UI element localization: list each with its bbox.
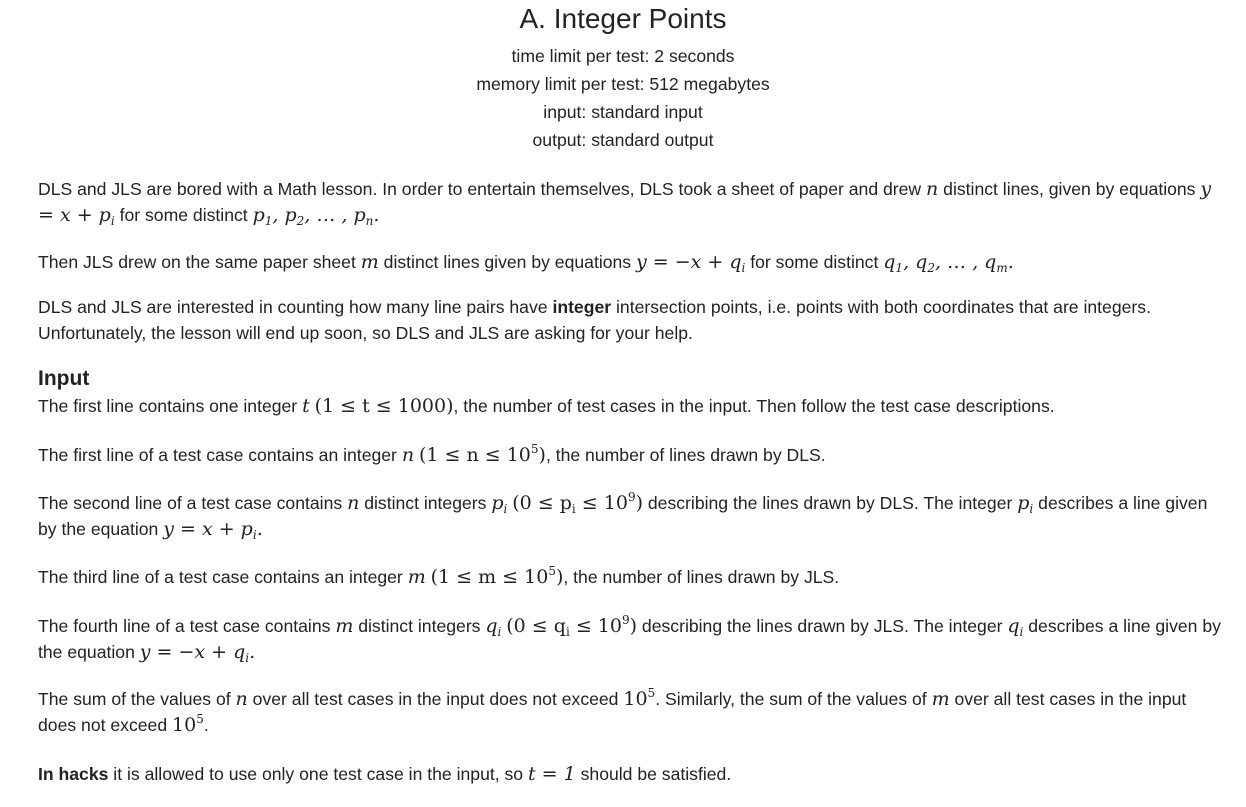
math-p-range: $(0 \le p_i \le 10^9)$ xyxy=(512,490,643,516)
text: distinct integers xyxy=(353,616,486,636)
text: distinct integers xyxy=(359,493,492,513)
math-p-i: $p_i$ xyxy=(1017,492,1034,516)
memory-limit: memory limit per test: 512 megabytes xyxy=(476,74,770,94)
text: . xyxy=(203,715,209,735)
statement-paragraph-1 xyxy=(38,176,1223,228)
time-limit: time limit per test: 2 seconds xyxy=(511,46,735,66)
text: describes a line given by the equation xyxy=(38,493,1208,539)
text: over all test cases in the input does not exceed xyxy=(247,689,624,709)
math-q-range: $(0 \le q_i \le 10^9)$ xyxy=(506,613,638,639)
text: The fourth line of a test case contains xyxy=(38,616,336,636)
input-line-4 xyxy=(38,564,1223,590)
math-m: m xyxy=(931,688,950,710)
math-t-eq-1: t = 1 xyxy=(527,763,576,785)
text: distinct lines given by equations xyxy=(378,252,636,272)
math-q-seq: $q_1$, $q_2$, … , $q_m$. xyxy=(883,251,1014,275)
problem-title: A. Integer Points xyxy=(519,3,727,34)
math-n: n xyxy=(401,444,415,466)
statement-paragraph-2 xyxy=(38,249,1223,275)
input-line-6 xyxy=(38,686,1223,738)
text: , the number of test cases in the input. Then follow the test case descriptions. xyxy=(453,396,1055,416)
math-n: n xyxy=(926,178,939,200)
math-eq-q: $y = -x + q_i$ xyxy=(636,251,746,275)
text: describing the lines drawn by JLS. The integer xyxy=(637,616,1008,636)
text: DLS and JLS are interested in counting how many line pairs have xyxy=(38,297,553,317)
math-ten-pow-5: $10^5$ xyxy=(172,712,204,736)
text: should be satisfied. xyxy=(575,764,732,784)
text: The sum of the values of xyxy=(38,689,236,709)
text: distinct lines, given by equations xyxy=(938,179,1201,199)
text: for some distinct xyxy=(114,205,253,225)
input-line-3 xyxy=(38,490,1223,542)
text: over all test cases in the input does not exceed xyxy=(38,689,1187,735)
input-spec: input: standard input xyxy=(543,102,703,122)
math-m: m xyxy=(360,251,379,273)
text: The first line contains one integer xyxy=(38,396,303,416)
math-n-range: $(1 \le n \le 10^5)$ xyxy=(418,442,546,466)
math-eq-q: $y = -x + q_i$. xyxy=(139,641,256,665)
math-t: t xyxy=(302,395,310,417)
math-ten-pow-5: $10^5$ xyxy=(623,686,656,710)
problem-header xyxy=(0,0,1246,154)
bold-integer: integer xyxy=(552,297,612,317)
input-line-5 xyxy=(38,613,1223,665)
math-q-i: $q_i$ xyxy=(485,615,502,639)
text: describing the lines drawn by DLS. The integer xyxy=(643,493,1018,513)
text: describes a line given by the equation xyxy=(38,616,1221,662)
bold-in-hacks: In hacks xyxy=(38,764,109,784)
text: Then JLS drew on the same paper sheet xyxy=(38,252,361,272)
math-m: m xyxy=(407,566,426,588)
math-n: n xyxy=(347,492,360,514)
input-line-2 xyxy=(38,442,1223,468)
math-p-i: $p_i$ xyxy=(491,492,508,516)
text: The second line of a test case contains xyxy=(38,493,348,513)
math-q-i: $q_i$ xyxy=(1007,615,1024,639)
text: , the number of lines drawn by JLS. xyxy=(563,567,840,587)
text: . Similarly, the sum of the values of xyxy=(655,689,932,709)
math-t-range: (1 ≤ t ≤ 1000) xyxy=(314,395,454,417)
text: The first line of a test case contains an integer xyxy=(38,445,402,465)
text: for some distinct xyxy=(745,252,884,272)
input-line-1 xyxy=(38,393,1223,419)
math-p-seq: $p_1$, $p_2$, … , $p_n$. xyxy=(252,204,380,228)
output-spec: output: standard output xyxy=(532,130,714,150)
text: DLS and JLS are bored with a Math lesson. In order to entertain themselves, DLS took a sheet of paper and drew xyxy=(38,179,927,199)
math-m-range: $(1 \le m \le 10^5)$ xyxy=(430,564,564,588)
text: , the number of lines drawn by DLS. xyxy=(545,445,826,465)
math-n: n xyxy=(235,688,248,710)
text: it is allowed to use only one test case in the input, so xyxy=(108,764,528,784)
statement-paragraph-3 xyxy=(38,294,1223,346)
math-m: m xyxy=(335,615,354,637)
text: The third line of a test case contains an integer xyxy=(38,567,408,587)
math-eq-p: $y = x + p_i$ xyxy=(38,178,1212,228)
math-eq-p: $y = x + p_i$. xyxy=(163,518,263,542)
text: intersection points, i.e. points with both coordinates that are integers. Unfortunately, the lesson will end up soon, so DLS and JLS are asking for your help. xyxy=(38,297,1151,343)
input-section-title: Input xyxy=(38,367,90,390)
input-line-7 xyxy=(38,761,1223,787)
